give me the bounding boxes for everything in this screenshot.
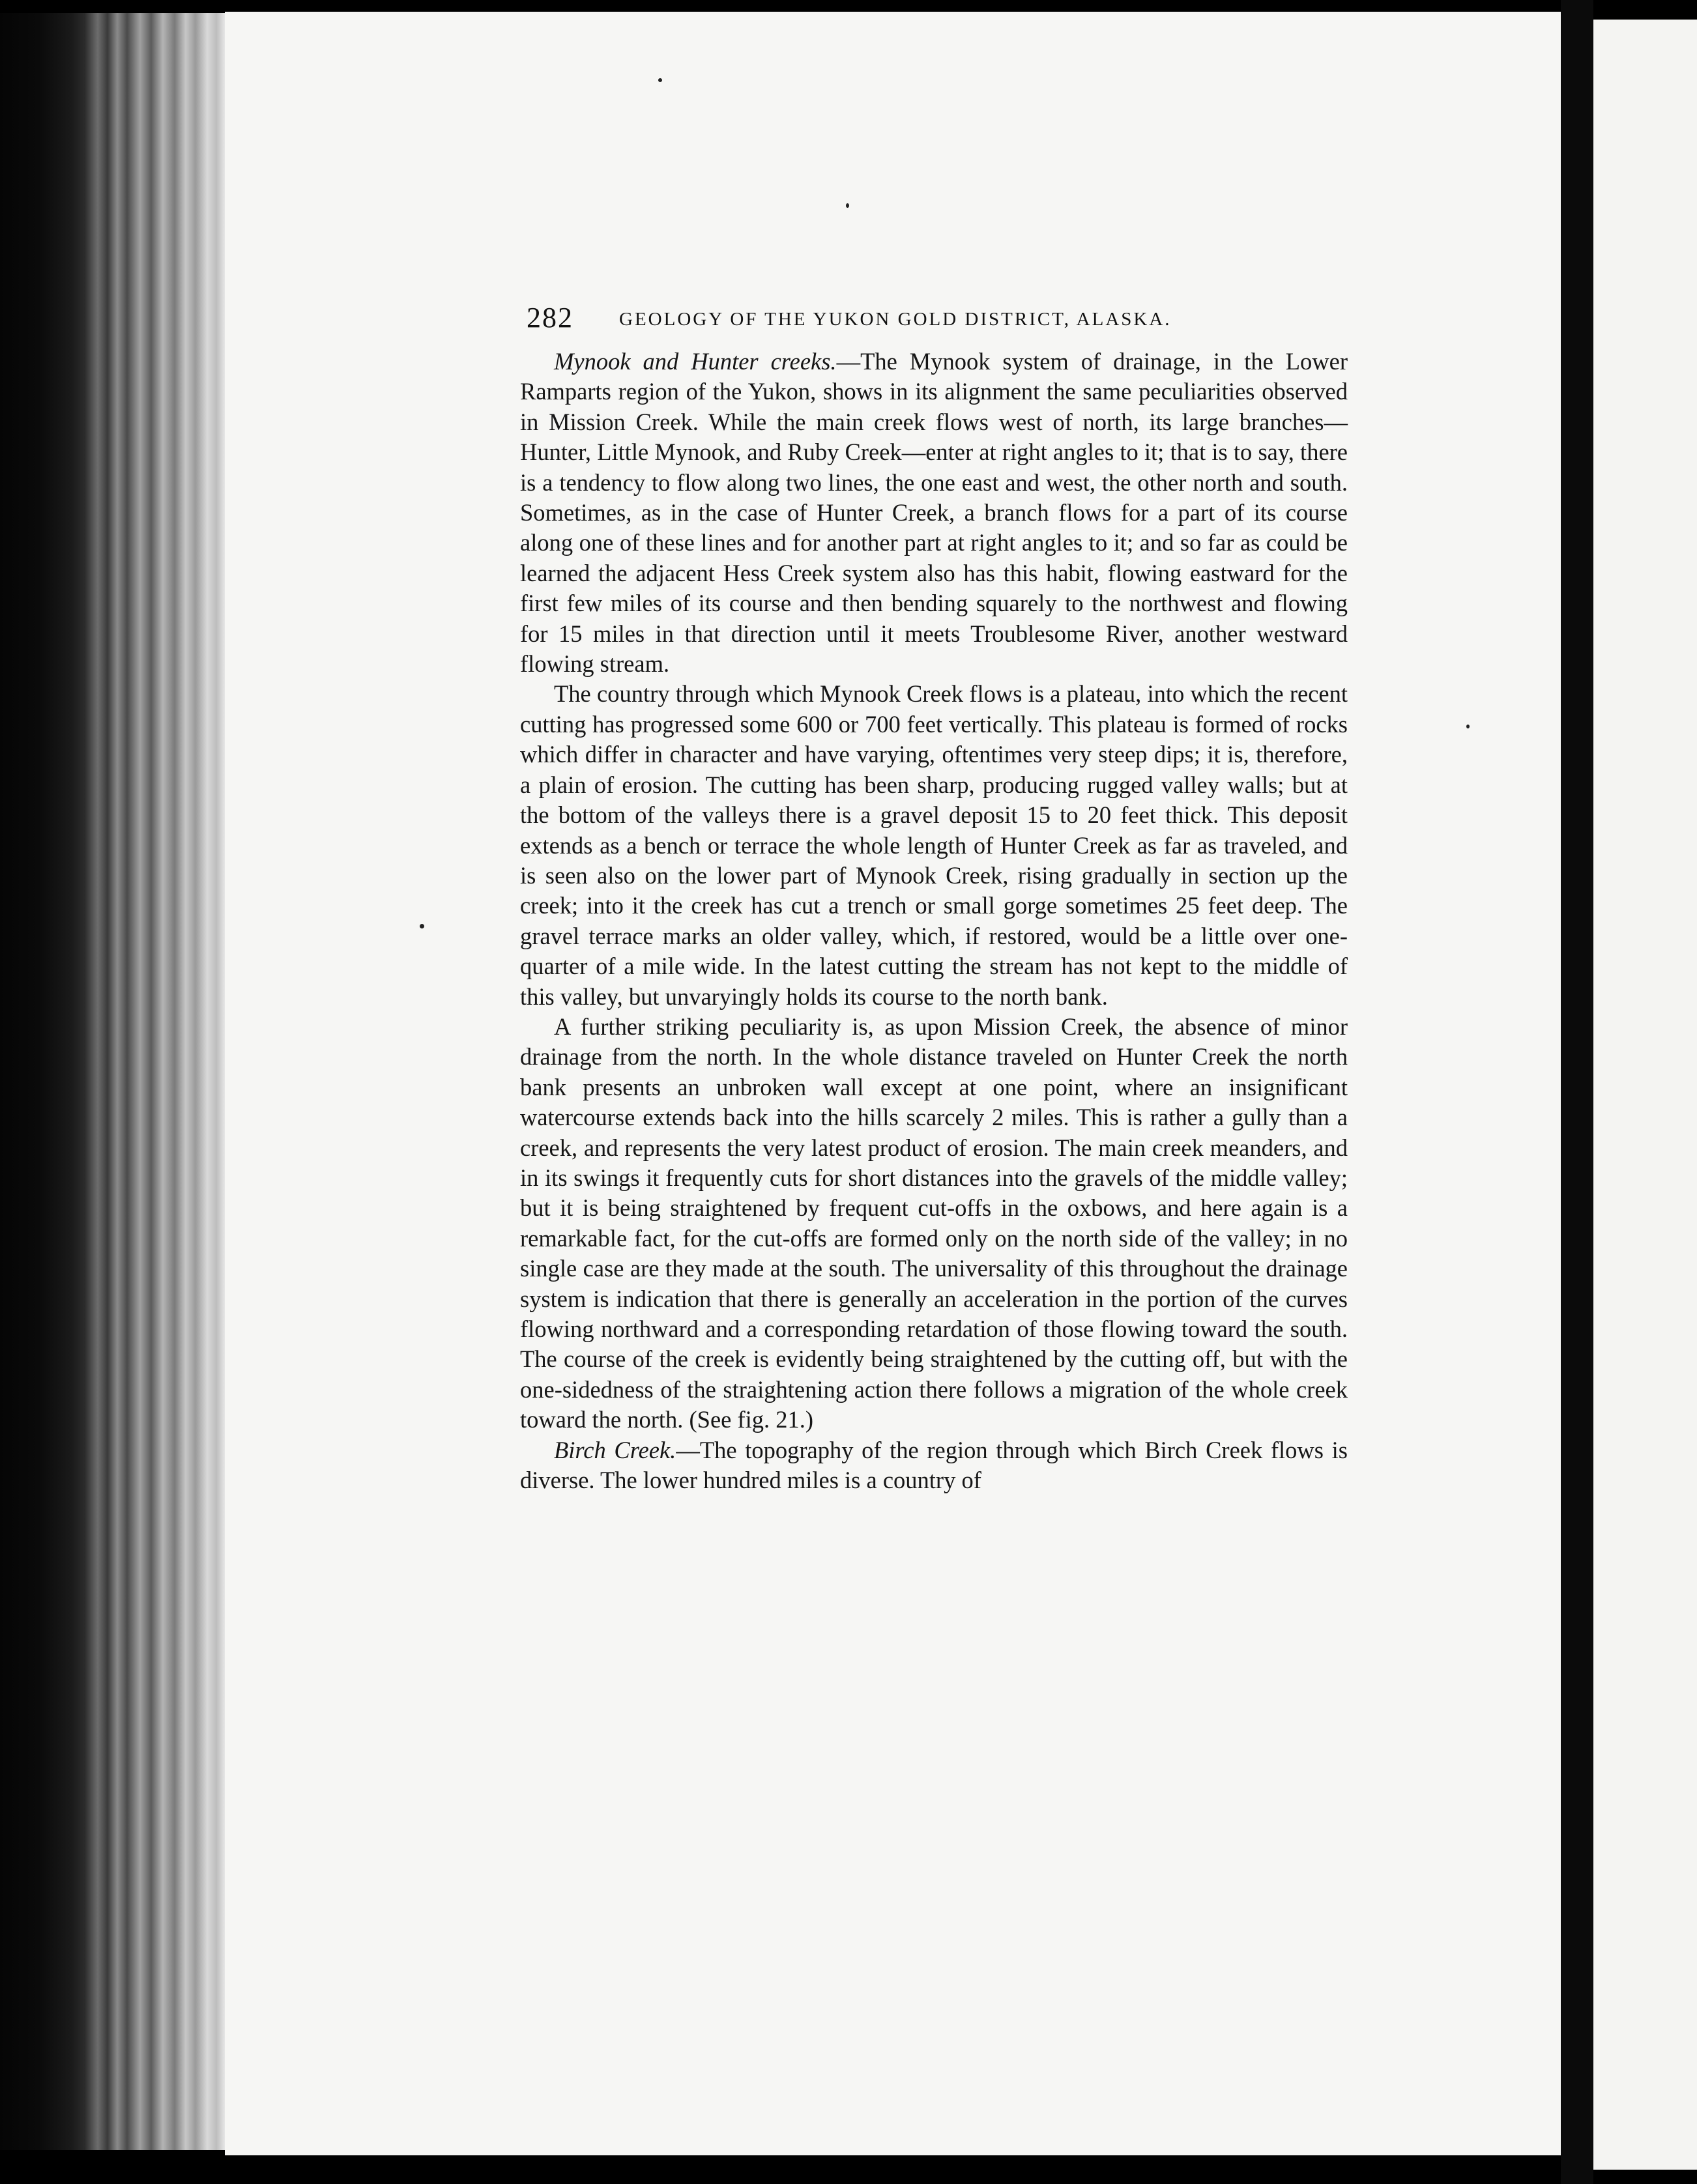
scan-speck — [846, 203, 849, 208]
scan-speck — [1466, 725, 1470, 728]
page-header — [520, 301, 1348, 338]
scan-speck — [420, 924, 424, 928]
section-run-in-heading: Mynook and Hunter creeks. — [554, 348, 837, 375]
body-text — [520, 347, 1348, 1495]
scan-speck — [658, 78, 662, 82]
gutter-shadow — [1561, 0, 1593, 2184]
paragraph — [520, 679, 1348, 1011]
paragraph — [520, 347, 1348, 679]
paragraph — [520, 1435, 1348, 1496]
page-number: 282 — [527, 302, 573, 334]
paragraph — [520, 1012, 1348, 1435]
section-run-in-heading: Birch Creek. — [554, 1436, 676, 1463]
scan-border-top — [0, 0, 228, 13]
paragraph-text: —The topography of the region through which Birch Creek flows is diverse. The lower hundred miles is a country of — [520, 1436, 1348, 1494]
scan-border-bottom — [0, 2150, 228, 2184]
facing-page-edge — [1593, 20, 1697, 2170]
page-content — [520, 301, 1348, 1495]
paragraph-text: —The Mynook system of drainage, in the Lower Ramparts region of the Yukon, shows in its alignment the same peculiarities observed in Mission Creek. While the main creek flows west of north, its large branches—Hunter, Little Mynook, and Ruby Creek—enter at right angles to it; that is to say, there is a tendency to flow along two lines, the one east and west, the other north and south. Sometimes, as in the case of Hunter Creek, a branch flows for a part of its course along one of these lines and for another part at right angles to it; and so far as could be learned the adjacent Hess Creek system also has this habit, flowing eastward for the first few miles of its course and then bending squarely to the northwest and flowing for 15 miles in that direction until it meets Troublesome River, another westward flowing stream. — [520, 348, 1348, 678]
paragraph-text: The country through which Mynook Creek flows is a plateau, into which the recent cutting has progressed some 600 or 700 feet vertically. This plateau is formed of rocks which differ in character and have varying, oftentimes very steep dips; it is, therefore, a plain of erosion. The cutting has been sharp, producing rugged valley walls; but at the bottom of the valleys there is a gravel deposit 15 to 20 feet thick. This deposit extends as a bench or terrace the whole length of Hunter Creek as far as traveled, and is seen also on the lower part of Mynook Creek, rising gradually in section up the creek; into it the creek has cut a trench or small gorge sometimes 25 feet deep. The gravel terrace marks an older valley, which, if restored, would be a little over one-quarter of a mile wide. In the latest cutting the stream has not kept to the middle of this valley, but unvaryingly holds its course to the north bank. — [520, 680, 1348, 1010]
book-edge — [0, 0, 228, 2184]
paragraph-text: A further striking peculiarity is, as upon Mission Creek, the absence of minor drainage from the north. In the whole distance traveled on Hunter Creek the north bank presents an unbroken wall except at one point, where an insignificant watercourse extends back into the hills scarcely 2 miles. This is rather a gully than a creek, and represents the very latest product of erosion. The main creek meanders, and in its swings it frequently cuts for short distances into the gravels of the middle valley; but it is being straightened by frequent cut-offs in the oxbows, and here again is a remarkable fact, for the cut-offs are formed only on the north side of the valley; in no single case are they made at the south. The universality of this throughout the drainage system is indication that there is generally an acceleration in the portion of the curves flowing northward and a corresponding retardation of those flowing toward the south. The course of the creek is evidently being straightened by the cutting off, but with the one-sidedness of the straightening action there follows a migration of the whole creek toward the north. (See fig. 21.) — [520, 1013, 1348, 1433]
running-head: GEOLOGY OF THE YUKON GOLD DISTRICT, ALASKA. — [619, 309, 1172, 330]
